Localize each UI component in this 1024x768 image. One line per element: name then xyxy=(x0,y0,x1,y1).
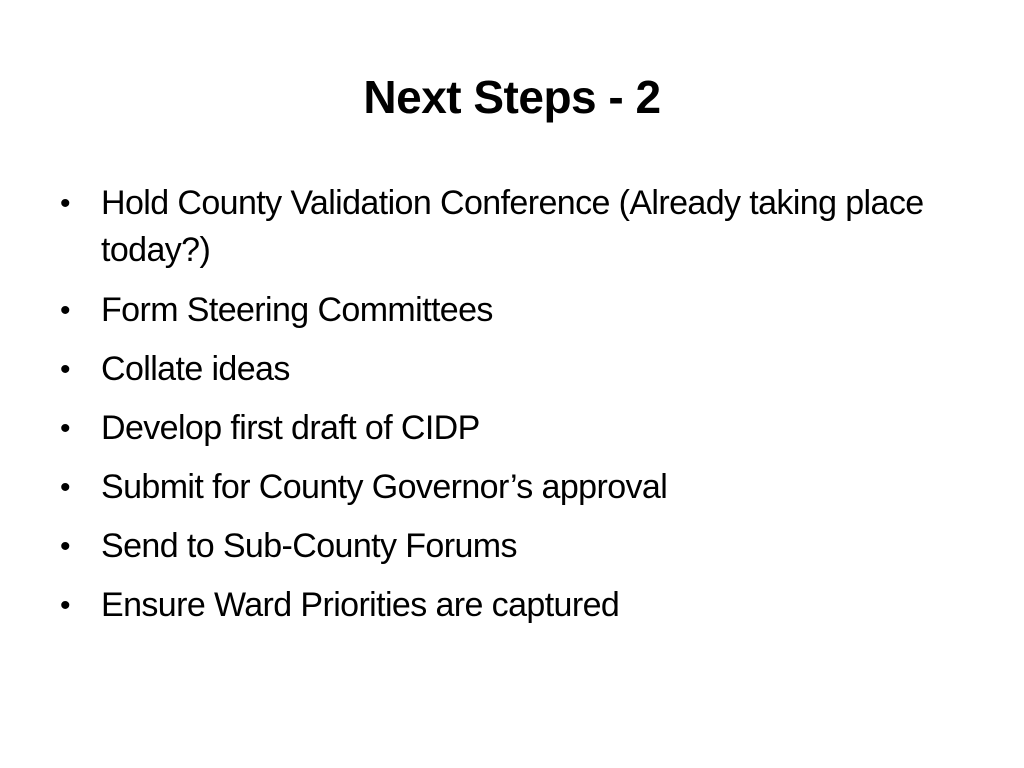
bullet-icon: • xyxy=(60,187,70,220)
bullet-text: Send to Sub-County Forums xyxy=(101,527,517,565)
bullet-text: Hold County Validation Conference (Already taking place today?) xyxy=(101,184,924,269)
bullet-icon: • xyxy=(60,530,70,563)
bullet-icon: • xyxy=(60,471,70,504)
bullet-text: Ensure Ward Priorities are captured xyxy=(101,586,620,624)
bullet-text: Form Steering Committees xyxy=(101,291,493,329)
bullet-item-governor-approval xyxy=(60,464,940,511)
bullet-item-first-draft xyxy=(60,405,940,452)
bullet-list xyxy=(60,180,940,641)
bullet-text: Collate ideas xyxy=(101,350,290,388)
bullet-item-steering-committees xyxy=(60,287,940,334)
bullet-item-sub-county-forums xyxy=(60,523,940,570)
bullet-text: Develop first draft of CIDP xyxy=(101,409,480,447)
bullet-icon: • xyxy=(60,294,70,327)
bullet-icon: • xyxy=(60,589,70,622)
bullet-icon: • xyxy=(60,412,70,445)
bullet-item-collate-ideas xyxy=(60,346,940,393)
bullet-item-ward-priorities xyxy=(60,582,940,629)
slide-title: Next Steps - 2 xyxy=(363,71,661,123)
bullet-icon: • xyxy=(60,353,70,386)
bullet-item-validation-conference xyxy=(60,180,940,274)
bullet-text: Submit for County Governor’s approval xyxy=(101,468,668,506)
